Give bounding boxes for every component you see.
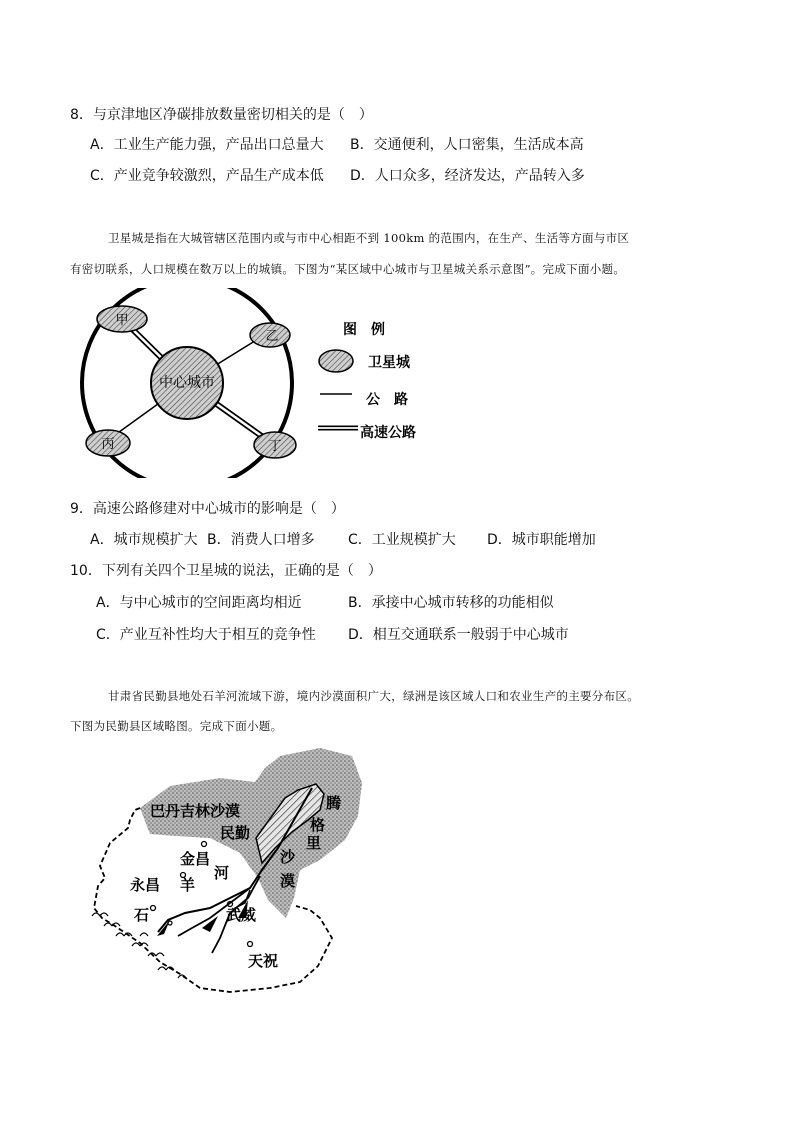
passage1-line2: 有密切联系，人口规模在数万以上的城镇。下图为“某区域中心城市与卫星城关系示意图”。完成下面小题。 bbox=[70, 262, 626, 276]
q9-option-b: B．消费人口增多 bbox=[207, 532, 315, 548]
q8-stem: 8．与京津地区净碳排放数量密切相关的是（ ） bbox=[70, 107, 373, 123]
label-wuwei: 武威 bbox=[226, 906, 257, 924]
satellite-jia-label: 甲 bbox=[115, 313, 129, 328]
q9-stem: 9．高速公路修建对中心城市的影响是（ ） bbox=[70, 501, 345, 517]
q10-stem: 10．下列有关四个卫星城的说法，正确的是（ ） bbox=[70, 563, 382, 579]
q10-option-a: A．与中心城市的空间距离均相近 bbox=[96, 595, 302, 611]
legend-title: 图 例 bbox=[343, 322, 385, 338]
satellite-ding-label: 丁 bbox=[268, 439, 282, 454]
q10-option-b: B．承接中心城市转移的功能相似 bbox=[348, 595, 554, 611]
q10-option-c: C．产业互补性均大于相互的竞争性 bbox=[96, 627, 316, 643]
label-yang: 羊 bbox=[180, 876, 196, 894]
label-badan-jilin-desert: 巴丹吉林沙漠 bbox=[150, 802, 241, 820]
satellite-bing-label: 丙 bbox=[101, 437, 115, 452]
label-li: 里 bbox=[306, 834, 322, 852]
q9-option-d: D．城市职能增加 bbox=[487, 532, 596, 548]
label-teng: 腾 bbox=[326, 794, 342, 812]
q8-option-b: B．交通便利，人口密集，生活成本高 bbox=[350, 137, 584, 153]
legend-road-label: 公 路 bbox=[366, 392, 408, 408]
q8-option-c: C．产业竞争较激烈，产品生产成本低 bbox=[90, 168, 324, 184]
label-sha: 沙 bbox=[280, 848, 296, 866]
q8-option-d: D．人口众多，经济发达，产品转入多 bbox=[350, 168, 585, 184]
label-mo: 漠 bbox=[280, 872, 296, 890]
legend-satellite-symbol bbox=[319, 350, 353, 372]
label-yongchang: 永昌 bbox=[130, 876, 161, 894]
passage2-line1: 甘肃省民勤县地处石羊河流域下游，境内沙漠面积广大，绿洲是该区域人口和农业生产的主要分布区。 bbox=[108, 689, 639, 703]
satellite-yi-label: 乙 bbox=[265, 329, 279, 344]
center-city-label: 中心城市 bbox=[159, 375, 215, 391]
label-tianzhu: 天祝 bbox=[248, 952, 279, 970]
q10-option-d: D．相互交通联系一般弱于中心城市 bbox=[348, 627, 569, 643]
minqin-map bbox=[80, 748, 390, 1000]
passage2-line2: 下图为民勤县区域略图。完成下面小题。 bbox=[70, 719, 283, 733]
legend-satellite-label: 卫星城 bbox=[368, 355, 410, 371]
label-jinchang: 金昌 bbox=[180, 850, 211, 868]
label-minqin: 民勤 bbox=[220, 824, 251, 842]
q8-option-a: A．工业生产能力强，产品出口总量大 bbox=[90, 137, 324, 153]
q9-option-c: C．工业规模扩大 bbox=[348, 532, 456, 548]
legend-highway-label: 高速公路 bbox=[360, 425, 416, 441]
satellite-city-diagram bbox=[70, 288, 450, 478]
passage1-line1: 卫星城是指在大城管辖区范围内或与市中心相距不到 100km 的范围内，在生产、生活等方面与市区 bbox=[108, 231, 630, 245]
label-shi: 石 bbox=[134, 906, 150, 924]
q9-option-a: A．城市规模扩大 bbox=[90, 532, 198, 548]
label-ge: 格 bbox=[310, 816, 326, 834]
label-he: 河 bbox=[214, 864, 230, 882]
